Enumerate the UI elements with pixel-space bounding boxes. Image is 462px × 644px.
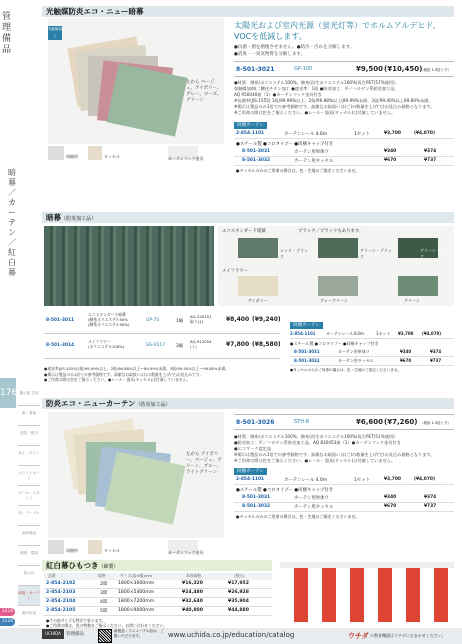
bullet-list	[234, 44, 454, 58]
option-price-tax: (¥4,070)	[422, 331, 442, 336]
sidebar-tab[interactable]: 照明・電源	[18, 546, 40, 566]
product-price-tax: (¥9,240)	[252, 316, 281, 323]
product-code: 8-501-3014	[46, 343, 75, 348]
cell-spec: 5間	[100, 609, 108, 614]
swatch-label: グレーグリーン	[320, 298, 348, 303]
fabric-swatch	[318, 276, 358, 296]
product-model: SG-0117	[146, 343, 165, 348]
tag-badge: 光触媒加工	[48, 27, 62, 38]
cell-spec: 3間	[100, 591, 108, 596]
section-title-sub: （綿製）	[98, 564, 119, 570]
section-title-text: 紅白幕ひもつき	[46, 561, 99, 570]
options-block	[234, 131, 454, 179]
accessory-strip	[48, 540, 224, 556]
option-row	[234, 149, 454, 157]
option-price: ¥3,700	[398, 331, 414, 336]
option-note: ●スチール製 ●コロタイプー ●同梱キャップ付き	[236, 488, 334, 493]
kohaku-curtain-photo	[280, 562, 454, 622]
cell-code: 2-854-2105	[46, 608, 76, 613]
product-ref: AQ-912054 (イ)	[190, 339, 212, 349]
spec-list	[234, 434, 454, 464]
footnote-line: ●遮光率(JIS:1055)1級/99.99%以上、2級/96.88%以上〜89.99%未満、3級/99.40%以上〜99.80%未満。	[44, 366, 230, 371]
cell-price-tax: ¥35,904	[228, 599, 249, 604]
accessory-label: カーテンフック金具	[168, 156, 204, 161]
product-price: ¥8,400	[226, 316, 250, 323]
option-price-tax: (¥4,070)	[414, 131, 435, 136]
product-ref: AQ-220151 取り(1)	[190, 314, 212, 324]
cell-price-tax: ¥44,880	[228, 608, 249, 613]
footer-logo: UCHIDA	[42, 629, 64, 639]
cell-size: 1800×9000mm	[118, 608, 155, 613]
fabric-swatch	[105, 451, 186, 524]
column-header: サイズ(高×幅)mm	[120, 573, 153, 578]
accessory-label: タッセル	[104, 154, 120, 159]
section-title-text: 防炎エコ・ニューカーテン	[46, 399, 136, 408]
option-code: 2-854-1101	[236, 131, 265, 136]
option-price-tax: ¥374	[424, 149, 437, 154]
fabric-swatch	[318, 238, 358, 258]
option-name: カーテン用タッセル	[294, 505, 334, 510]
cell-price: ¥40,800	[182, 608, 203, 613]
spec-line: ●材質：綿糸/ポリエステル100%、綿糸(再生ポリエステル100%(再生PET)57%使用)、	[234, 80, 399, 85]
accessory-strip	[48, 146, 224, 162]
sidebar-tab[interactable]: 机・テーブル	[18, 506, 40, 526]
options-block	[290, 331, 454, 379]
option-row	[290, 349, 454, 357]
option-code: 8-501-3031	[294, 349, 320, 354]
cell-price: ¥32,640	[182, 599, 203, 604]
option-price: ¥670	[400, 358, 412, 363]
option-footnote: ●タッセルのみのご用命の場合は、色・生地のご指定くださいませ。	[236, 514, 360, 519]
section-title-text: 光触媒防炎エコ・ニュー暗幕	[46, 7, 144, 16]
sidebar-category: 管理備品	[2, 12, 12, 55]
sidebar-tab[interactable]: 表彰備品	[18, 526, 40, 546]
section-title-text: 暗幕	[46, 213, 61, 222]
sidebar-tabs	[18, 386, 40, 626]
sidebar	[0, 0, 40, 644]
qr-code-icon	[98, 629, 112, 643]
spec-line: ●材質：綿糸/ポリエステル100%、綿糸(再生ポリエステル100%(再生PET)51%使用)	[234, 434, 395, 439]
option-price: ¥340	[384, 495, 397, 500]
option-qty: 1セット	[376, 331, 391, 336]
page-ref-badge[interactable]: 1216	[1, 609, 14, 614]
cell-price-tax: ¥26,928	[228, 590, 249, 595]
footer-label: 管理備品	[66, 632, 84, 637]
product-row	[234, 414, 454, 430]
option-price-tax: (¥4,070)	[414, 477, 435, 482]
accessory-label: 同梱材	[66, 154, 78, 159]
options-header: 同梱カーテン	[234, 122, 267, 129]
option-code: 8-501-3032	[242, 158, 271, 163]
spec-line: AQ 950040屋（1）●カーテンフック金具付き	[234, 92, 322, 97]
spec-line: ●エコマーク認定品	[234, 446, 272, 451]
curtain-photo	[44, 226, 214, 306]
option-name: カーテン用単体ワ	[294, 496, 329, 501]
cell-code: 2-854-2102	[46, 581, 76, 586]
option-price-tax: ¥737	[424, 504, 437, 509]
option-footnote: ●タッセルのみのご用命の場合は、色・生地のご指定くださいませ。	[290, 368, 401, 372]
spec-line: ※ご用命の際は色をご指示ください。●レール・器具(タッセル)は付属していません。	[234, 458, 396, 463]
option-price: ¥3,700	[384, 131, 401, 136]
swatch-label: グリーン・ブラック	[420, 248, 452, 259]
fabric-swatch	[238, 276, 278, 296]
footer-url[interactable]: www.uchida.co.jp/education/catalog	[168, 631, 295, 639]
option-row	[290, 331, 454, 339]
table-row	[44, 581, 272, 589]
spec-line: ※掲示は製品のみ1倍での参考価格です。高額なお取扱いは(ご)の数量を上げ(で)お見込み価格となります。	[234, 452, 435, 457]
option-price: ¥670	[384, 504, 397, 509]
options-header: 同梱カーテン	[234, 468, 267, 475]
option-name: カーテン用タッセル	[294, 159, 334, 164]
option-qty: 1セット	[354, 132, 370, 137]
option-price-tax: ¥374	[424, 495, 437, 500]
sidebar-tab[interactable]: ポール・スタンド	[18, 486, 40, 506]
section-title-sub: （防炎加工品）	[61, 216, 97, 222]
option-row	[234, 131, 454, 139]
option-price-tax: ¥737	[424, 158, 437, 163]
option-name: カーテンレール 4.0m	[284, 132, 327, 137]
product-unit: （税抜 1.5倍とす）	[420, 421, 452, 425]
option-price: ¥3,700	[384, 477, 401, 482]
footnote-line: ●その他サイズも特注で承ります。	[46, 618, 106, 623]
option-price-tax: ¥374	[430, 349, 442, 354]
product-code: 8-501-3011	[46, 318, 75, 323]
accessory-label: 同梱材	[66, 548, 78, 553]
headline: 太陽光および室内光源（蛍光灯等）でホルムアルデヒド、VOCを低減します。	[234, 21, 441, 41]
options-block	[234, 477, 454, 525]
option-name: カーテン用タッセル	[338, 358, 374, 363]
sidebar-tab-active[interactable]: 暗幕・カーテン	[18, 586, 40, 606]
product-grade: 3級	[176, 344, 184, 349]
table-row	[44, 599, 272, 607]
footnote-line: ●掲示は製品のみ1倍での参考価格です。高額なお取扱い(は)の数量を上げ(で)お見込みです。	[44, 371, 204, 377]
product-price: ¥6,600	[356, 418, 384, 426]
product-grade: 1級	[176, 319, 184, 324]
section-title-sub: （防炎加工品）	[135, 402, 171, 408]
option-row	[234, 158, 454, 166]
spec-line: ●防炎加工：平／ハロゲン系防炎加工品、AQ 830453屋（1）●カーテンフック金具付き	[234, 440, 401, 445]
option-qty: 1セット	[354, 478, 370, 483]
option-note: ●スチール製 ●コロタイプー ●同梱キャップ付き	[236, 142, 334, 147]
product-code: 8-501-3026	[236, 419, 275, 426]
swatch-label: グリーン・ブラック	[360, 248, 392, 259]
product-code: 8-501-3021	[236, 66, 275, 73]
option-row	[234, 495, 454, 503]
option-name: カーテン用単体ワ	[338, 349, 370, 354]
ring-icon	[48, 540, 64, 554]
bullet: ●抗菌・菌を増殖させません。●防汚・汚れを分解します。	[234, 45, 355, 50]
options-header: 同梱カーテン	[290, 322, 323, 329]
option-row	[234, 504, 454, 512]
option-code: 2-854-1101	[236, 477, 265, 482]
bullet: ●消臭・一臭気物質を分解します。	[234, 52, 306, 57]
option-footnote: ●タッセルのみのご用命の場合は、色・生地のご指定くださいませ。	[236, 168, 360, 173]
sidebar-tab[interactable]: 旗・看板	[18, 406, 40, 426]
column-header: (税込)	[234, 573, 245, 578]
option-code: 8-501-3031	[242, 149, 271, 154]
accessory-label: タッセル	[104, 548, 120, 553]
footnote-line: ●ご用命の際は、色の特数をご指示ください。お問い合わせください。	[46, 623, 168, 628]
sidebar-tab[interactable]: 卓上・ポスト	[18, 446, 40, 466]
spec-line: ※ご用命の際は色をご指示ください。●レール・器具(タッセル)は付属していません。	[234, 110, 396, 115]
product-name: メイフラワー (ポリエステル100%)	[88, 339, 125, 349]
sidebar-subcategory: 暗幕／カーテン／紅白幕	[8, 168, 16, 277]
cell-code: 2-854-2103	[46, 590, 76, 595]
column-header: 品番	[48, 573, 56, 578]
option-name: カーテンレール4.0m	[326, 331, 364, 336]
photo-caption: 左から アイボリー、ベージュ、グリーン、ブルー、ライトグリーン	[186, 452, 222, 475]
product-price: ¥9,500	[356, 65, 384, 73]
table-row	[44, 335, 280, 359]
product-name: エコスタンダード暗幕 (綿糸ポリエステル50% (綿系ポリエステル50%)	[88, 312, 130, 327]
swatch-label: グリーン	[404, 298, 420, 303]
accessory-label: カーテンフック金具	[168, 550, 204, 555]
option-code: 8-501-3032	[294, 358, 320, 363]
option-row	[290, 358, 454, 366]
cell-size: 1800×5400mm	[118, 590, 155, 595]
cell-price: ¥16,320	[182, 581, 203, 586]
tassel-icon	[88, 146, 102, 160]
footnote	[44, 366, 280, 383]
option-name: カーテン用単体ワ	[294, 150, 329, 155]
fabric-swatch	[107, 63, 188, 136]
ring-icon	[48, 146, 64, 160]
column-header: 規格	[98, 573, 106, 578]
product-table	[44, 310, 280, 360]
column-header: 本体価格	[186, 573, 202, 578]
table-row	[44, 608, 272, 616]
page-ref-badge[interactable]: 1116	[1, 619, 14, 624]
sidebar-tab[interactable]: 掲示板 告知	[18, 386, 40, 406]
spec-line: 加触媒加剤(二酸化チタン加工 ●遮光率：1級 ●防炎加工：平／ハロゲン系防炎加工品、	[234, 86, 399, 91]
footnote	[46, 618, 274, 628]
sidebar-tab[interactable]: 面談・相手	[18, 426, 40, 446]
sidebar-tab[interactable]: 案内用品	[18, 606, 40, 626]
tassel-icon	[88, 540, 102, 554]
product-row	[234, 61, 454, 77]
product-photo	[48, 412, 224, 538]
table-row	[44, 310, 280, 334]
spec-line: ※掲示は製品のみ1倍での参考価格です。高額なお取扱いは(ご)の数量を上げ(で)お見込み価格となります。	[234, 104, 435, 109]
page-number: 176	[0, 378, 16, 408]
swatch-header: ブラック／ブラックもあります。	[298, 229, 364, 234]
option-price: ¥670	[384, 158, 397, 163]
swatch-header: エコスタンダード暗幕	[222, 229, 266, 234]
sidebar-tab[interactable]: ホワイトボード	[18, 466, 40, 486]
fabric-swatch	[238, 238, 278, 258]
option-code: 2-854-1101	[290, 331, 316, 336]
section-title	[42, 212, 454, 223]
option-price: ¥340	[384, 149, 397, 154]
cell-code: 2-854-2104	[46, 599, 76, 604]
product-model: STH-8	[294, 419, 309, 425]
spec-list	[234, 80, 454, 116]
curtain-top-band	[280, 562, 454, 568]
table-row	[44, 590, 272, 598]
swatch-label: レッド・ブラック	[280, 248, 308, 259]
table-header	[44, 573, 272, 580]
section-title	[42, 6, 454, 17]
option-code: 8-501-3031	[242, 495, 271, 500]
cell-size: 1800×7200mm	[118, 599, 155, 604]
footer-tagline: の教育機器はウチダにおまかせください。	[370, 633, 446, 638]
swatch-panel	[218, 226, 454, 306]
swatch-header: メイフラワー	[222, 269, 249, 274]
swatch-label: アイボリー	[248, 298, 268, 303]
section-title	[42, 398, 454, 409]
product-price-tax: (¥7,260)	[384, 418, 418, 426]
spec-line: ※抗菌率(JIS:1555) 1級/99.99%以上、2級/96.88%以上(89.99%未満、3級/99.40%以上89.80%未満。	[234, 98, 433, 103]
section-title	[42, 560, 272, 571]
fabric-swatch	[398, 276, 438, 296]
option-note: ●スチール製 ●コロタイプー ●同梱キャップ付き	[290, 341, 379, 346]
cell-spec: 2間	[100, 582, 108, 587]
photo-caption: 左から ベージュ、アイボリー、グレー、ローズ、グリーン	[186, 80, 222, 103]
option-name: カーテンレール 4.0m	[284, 478, 327, 483]
footnote-line: ●ご用命の際は色をご指示ください。●レール・器具(タッセル)は付属していません。	[44, 377, 191, 382]
option-price-tax: ¥737	[430, 358, 442, 363]
product-photo	[48, 18, 224, 144]
cell-spec: 4間	[100, 600, 108, 605]
product-price-tax: (¥8,580)	[252, 341, 281, 348]
product-model: GP-70	[146, 318, 160, 323]
product-price-tax: (¥10,450)	[384, 65, 423, 73]
sidebar-tab[interactable]: 展示台	[18, 566, 40, 586]
option-code: 8-501-3032	[242, 504, 271, 509]
product-unit: （税抜 1.5倍とす）	[420, 68, 452, 72]
option-row	[234, 477, 454, 485]
footer-brand: ウチダ	[348, 632, 369, 640]
footer-note: 新製品・リニューアル品は、ご覧いただけます。	[114, 629, 164, 638]
cell-size: 1800×3600mm	[118, 581, 155, 586]
cell-price: ¥24,480	[182, 590, 203, 595]
cell-price-tax: ¥17,952	[228, 581, 249, 586]
footer	[0, 628, 462, 644]
product-model: GP-100	[294, 66, 313, 72]
option-price: ¥340	[400, 349, 412, 354]
product-price: ¥7,800	[226, 341, 250, 348]
